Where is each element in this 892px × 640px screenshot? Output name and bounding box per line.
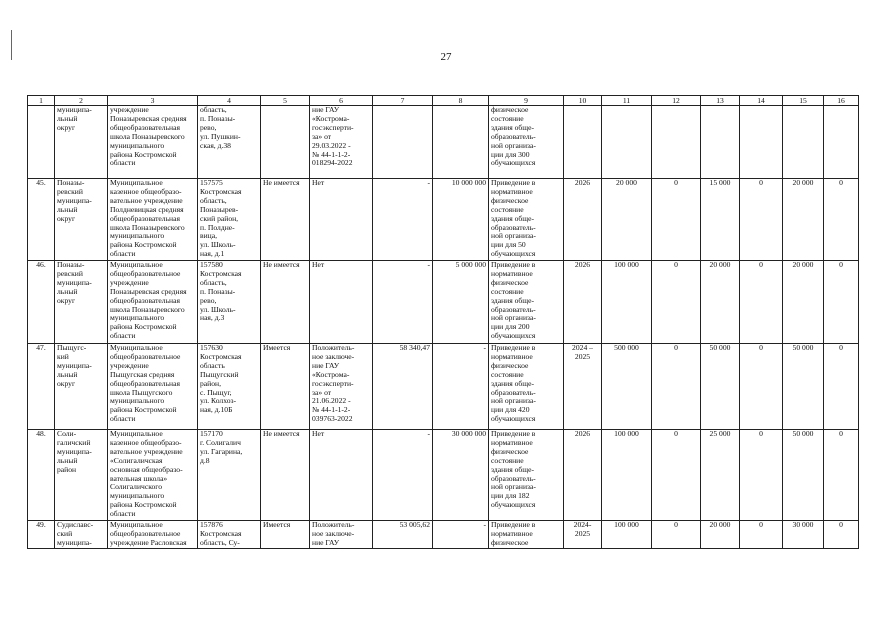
table-row bbox=[28, 106, 859, 179]
institution-cell: Муниципальное общеобразовательное учреждение Пыщугская средняя общеобразовательная школа Пыщугского муниципального района Костромской области bbox=[108, 344, 198, 430]
municipality-cell: Поназы- ревский муниципа- льный округ bbox=[55, 179, 108, 261]
expertise-cell: Нет bbox=[310, 179, 373, 261]
value-cell: 0 bbox=[740, 261, 783, 344]
value-cell: 20 000 bbox=[602, 179, 652, 261]
cost-cell bbox=[373, 106, 433, 179]
address-cell: 157630 Костромская область Пыщугский район, с. Пыщуг, ул. Колхоз- ная, д.10Б bbox=[198, 344, 261, 430]
row-number: 48. bbox=[28, 430, 55, 521]
period-cell bbox=[564, 106, 602, 179]
investment-objects-table bbox=[27, 95, 859, 549]
value-cell: 0 bbox=[824, 261, 859, 344]
column-header: 16 bbox=[824, 96, 859, 106]
column-header: 5 bbox=[261, 96, 310, 106]
value-cell: 50 000 bbox=[783, 430, 824, 521]
value-cell: 100 000 bbox=[602, 261, 652, 344]
column-header: 9 bbox=[489, 96, 564, 106]
institution-cell: Муниципальное общеобразовательное учреждение Поназыревская средняя общеобразовательная школа Поназыревского муниципального района Костромской области bbox=[108, 261, 198, 344]
expertise-cell: Положитель- ное заключе- ние ГАУ bbox=[310, 521, 373, 549]
column-header: 8 bbox=[433, 96, 489, 106]
period-cell: 2026 bbox=[564, 430, 602, 521]
value-cell bbox=[701, 106, 740, 179]
cost-cell: - bbox=[373, 179, 433, 261]
column-header: 11 bbox=[602, 96, 652, 106]
value-cell bbox=[824, 106, 859, 179]
column-header: 14 bbox=[740, 96, 783, 106]
municipality-cell: Поназы- ревский муниципа- льный округ bbox=[55, 261, 108, 344]
value-cell: 0 bbox=[652, 261, 701, 344]
column-header: 7 bbox=[373, 96, 433, 106]
value-cell: 20 000 bbox=[783, 261, 824, 344]
column-number-row bbox=[28, 96, 859, 106]
value-cell: 0 bbox=[652, 344, 701, 430]
value-cell: 50 000 bbox=[783, 344, 824, 430]
value-cell: 20 000 bbox=[701, 521, 740, 549]
goal-cell: Приведение в нормативное физическое состояние здания обще- образователь- ной организа- ции для 50 обучающихся bbox=[489, 179, 564, 261]
goal-cell: Приведение в нормативное физическое состояние здания обще- образователь- ной организа- ции для 200 обучающихся bbox=[489, 261, 564, 344]
period-cell: 2026 bbox=[564, 179, 602, 261]
column-header: 1 bbox=[28, 96, 55, 106]
column-header: 4 bbox=[198, 96, 261, 106]
goal-cell: Приведение в нормативное физическое bbox=[489, 521, 564, 549]
table-row bbox=[28, 430, 859, 521]
value-cell: 100 000 bbox=[602, 521, 652, 549]
table-row bbox=[28, 344, 859, 430]
institution-cell: учреждение Поназыревская средняя общеобразовательная школа Поназыревского муниципального района Костромской области bbox=[108, 106, 198, 179]
design-doc-cell: Имеется bbox=[261, 344, 310, 430]
value-cell: 0 bbox=[740, 179, 783, 261]
address-cell: 157575 Костромская область, Поназырев- ский район, п. Полдне- вица, ул. Школь- ная, д.1 bbox=[198, 179, 261, 261]
value-cell: 0 bbox=[824, 521, 859, 549]
estimate-cell: - bbox=[433, 344, 489, 430]
design-doc-cell: Не имеется bbox=[261, 261, 310, 344]
value-cell bbox=[783, 106, 824, 179]
estimate-cell: 30 000 000 bbox=[433, 430, 489, 521]
row-number bbox=[28, 106, 55, 179]
expertise-cell: Нет bbox=[310, 261, 373, 344]
value-cell: 20 000 bbox=[701, 261, 740, 344]
value-cell bbox=[602, 106, 652, 179]
value-cell bbox=[740, 106, 783, 179]
table-row bbox=[28, 179, 859, 261]
expertise-cell: Нет bbox=[310, 430, 373, 521]
address-cell: 157580 Костромская область, п. Поназы- рево, ул. Школь- ная, д.3 bbox=[198, 261, 261, 344]
period-cell: 2024 – 2025 bbox=[564, 344, 602, 430]
value-cell: 30 000 bbox=[783, 521, 824, 549]
column-header: 2 bbox=[55, 96, 108, 106]
value-cell: 100 000 bbox=[602, 430, 652, 521]
value-cell: 0 bbox=[740, 344, 783, 430]
cost-cell: 53 005,62 bbox=[373, 521, 433, 549]
value-cell: 0 bbox=[740, 430, 783, 521]
value-cell: 0 bbox=[652, 521, 701, 549]
goal-cell: Приведение в нормативное физическое состояние здания обще- образователь- ной организа- ции для 182 обучающихся bbox=[489, 430, 564, 521]
institution-cell: Муниципальное казенное общеобразо- вательное учреждение «Солигаличская основная общеобразо- вательная школа» Солигаличского муниципального района Костромской области bbox=[108, 430, 198, 521]
value-cell: 0 bbox=[740, 521, 783, 549]
municipality-cell: Пыщугс- кий муниципа- льный округ bbox=[55, 344, 108, 430]
value-cell: 50 000 bbox=[701, 344, 740, 430]
row-number: 47. bbox=[28, 344, 55, 430]
column-header: 13 bbox=[701, 96, 740, 106]
address-cell: 157876 Костромская область, Су- bbox=[198, 521, 261, 549]
cost-cell: - bbox=[373, 261, 433, 344]
design-doc-cell: Имеется bbox=[261, 521, 310, 549]
design-doc-cell: Не имеется bbox=[261, 179, 310, 261]
design-doc-cell bbox=[261, 106, 310, 179]
value-cell: 0 bbox=[652, 179, 701, 261]
value-cell: 20 000 bbox=[783, 179, 824, 261]
estimate-cell bbox=[433, 106, 489, 179]
value-cell: 25 000 bbox=[701, 430, 740, 521]
design-doc-cell: Не имеется bbox=[261, 430, 310, 521]
column-header: 3 bbox=[108, 96, 198, 106]
column-header: 10 bbox=[564, 96, 602, 106]
period-cell: 2024- 2025 bbox=[564, 521, 602, 549]
table-row bbox=[28, 261, 859, 344]
municipality-cell: муниципа- льный округ bbox=[55, 106, 108, 179]
institution-cell: Муниципальное казенное общеобразо- вательное учреждение Полдневицкая средняя общеобразовательная школа Поназыревского муниципального района Костромской области bbox=[108, 179, 198, 261]
expertise-cell: Положитель- ное заключе- ние ГАУ «Кострома- госэксперти- за» от 21.06.2022 - № 44-1-1-2- 039763-2022 bbox=[310, 344, 373, 430]
table-row bbox=[28, 521, 859, 549]
period-cell: 2026 bbox=[564, 261, 602, 344]
estimate-cell: 10 000 000 bbox=[433, 179, 489, 261]
value-cell: 500 000 bbox=[602, 344, 652, 430]
column-header: 15 bbox=[783, 96, 824, 106]
municipality-cell: Соли- галичский муниципа- льный район bbox=[55, 430, 108, 521]
institution-cell: Муниципальное общеобразовательное учреждение Расловская bbox=[108, 521, 198, 549]
column-header: 12 bbox=[652, 96, 701, 106]
value-cell bbox=[652, 106, 701, 179]
row-number: 46. bbox=[28, 261, 55, 344]
page-number: 27 bbox=[440, 51, 452, 63]
column-header: 6 bbox=[310, 96, 373, 106]
estimate-cell: 5 000 000 bbox=[433, 261, 489, 344]
goal-cell: Приведение в нормативное физическое состояние здания обще- образователь- ной организа- ции для 420 обучающихся bbox=[489, 344, 564, 430]
value-cell: 0 bbox=[824, 179, 859, 261]
value-cell: 0 bbox=[824, 344, 859, 430]
address-cell: 157170 г. Солигалич ул. Гагарина, д.8 bbox=[198, 430, 261, 521]
row-number: 45. bbox=[28, 179, 55, 261]
value-cell: 15 000 bbox=[701, 179, 740, 261]
municipality-cell: Судиславс- ский муниципа- bbox=[55, 521, 108, 549]
value-cell: 0 bbox=[652, 430, 701, 521]
address-cell: область, п. Поназы- рево, ул. Пушкин- ская, д.38 bbox=[198, 106, 261, 179]
expertise-cell: ние ГАУ «Кострома- госэксперти- за» от 29.03.2022 - № 44-1-1-2- 018294-2022 bbox=[310, 106, 373, 179]
estimate-cell: - bbox=[433, 521, 489, 549]
goal-cell: физическое состояние здания обще- образователь- ной организа- ции для 300 обучающихся bbox=[489, 106, 564, 179]
cost-cell: - bbox=[373, 430, 433, 521]
cost-cell: 58 340,47 bbox=[373, 344, 433, 430]
value-cell: 0 bbox=[824, 430, 859, 521]
row-number: 49. bbox=[28, 521, 55, 549]
